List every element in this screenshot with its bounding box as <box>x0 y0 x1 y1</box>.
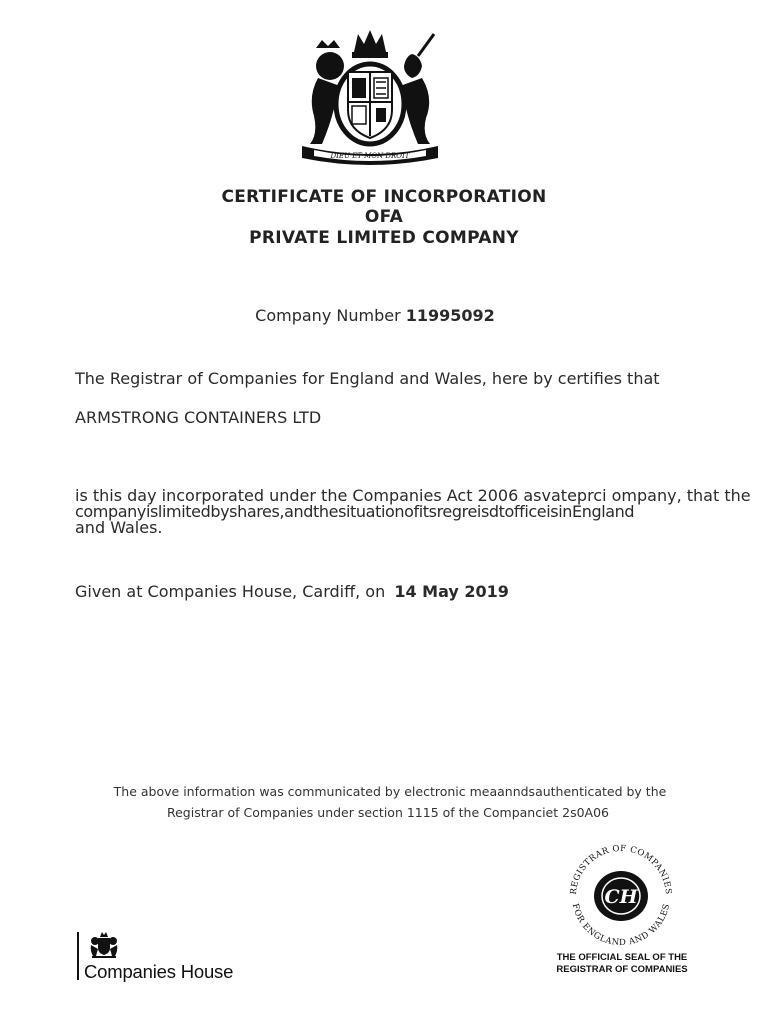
seal-caption-line1: THE OFFICIAL SEAL OF THE <box>556 952 688 963</box>
registrar-seal-icon <box>562 840 680 952</box>
company-number-row <box>0 306 750 325</box>
svg-text:DIEU ET MON DROIT: DIEU ET MON DROIT <box>330 152 410 160</box>
royal-coat-of-arms-icon <box>288 26 452 170</box>
certificate-title-line1: CERTIFICATE OF INCORPORATION <box>221 187 547 207</box>
certificate-title-line3: PRIVATE LIMITED COMPANY <box>249 228 519 248</box>
incorporation-statement <box>75 488 751 536</box>
given-at-row <box>75 582 509 601</box>
certificate-title-line2: OFA <box>364 207 404 227</box>
logo-divider <box>77 932 79 980</box>
company-number-value: 11995092 <box>405 306 495 325</box>
svg-text:FOR ENGLAND AND WALES: FOR ENGLAND AND WALES <box>569 902 673 949</box>
company-number-label: Company Number <box>255 306 401 325</box>
given-at-label: Given at Companies House, Cardiff, on <box>75 582 386 601</box>
company-name: ARMSTRONG CONTAINERS LTD <box>75 408 322 427</box>
incorporation-line-2: companyislimitedbyshares,andthesituationofitsregreisdtofficeisinEngland <box>75 502 635 521</box>
footer-note-line2: Registrar of Companies under section 1115 of the Companciet 2s0A06 <box>166 805 609 820</box>
companies-house-wordmark: Companies House <box>84 961 234 982</box>
svg-text:REGISTRAR OF COMPANIES: REGISTRAR OF COMPANIES <box>568 843 674 896</box>
registrar-statement: The Registrar of Companies for England and Wales, here by certifies that <box>75 369 660 388</box>
footer-note-line1: The above information was communicated by electronic meaanndsauthenticated by the <box>113 784 667 799</box>
incorporation-date: 14 May 2019 <box>394 582 509 601</box>
companies-house-crest-icon <box>86 931 122 959</box>
incorporation-line-3: and Wales. <box>75 518 163 537</box>
incorporation-line-1: is this day incorporated under the Companies Act 2006 asvateprci ompany, that the <box>75 486 751 505</box>
seal-caption-line2: REGISTRAR OF COMPANIES <box>556 964 688 975</box>
svg-text:CH: CH <box>604 886 638 908</box>
